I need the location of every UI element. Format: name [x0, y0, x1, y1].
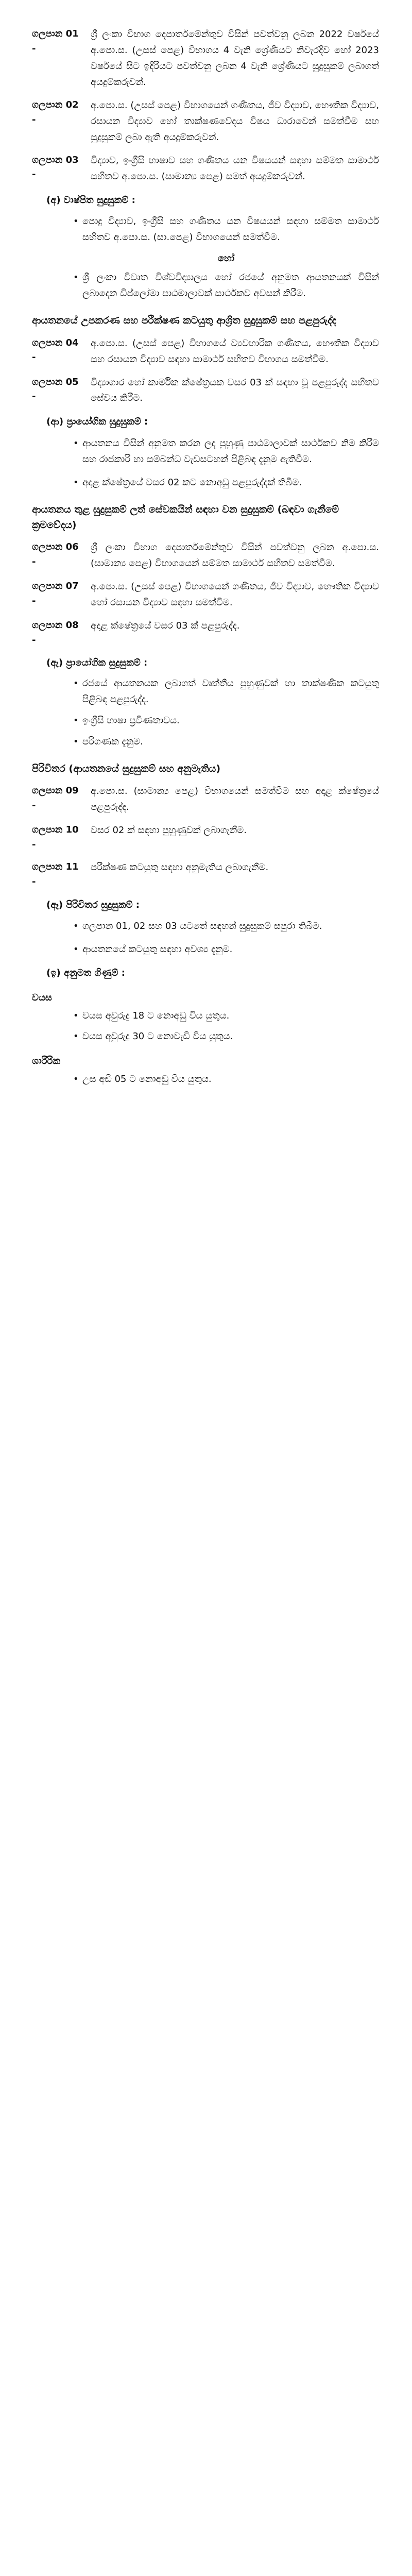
- section-2-item-1-label: ගලපාන 04 -: [32, 337, 79, 363]
- footer-age-item-1: • වයස අවුරුදු 18 ට නොඅඩු විය යුතුය.: [73, 1008, 379, 1024]
- section-3-bullet-1: • ආයතනය විසින් අනුමත කරන ලද පුහුණු පාඨමාලාවක් සාර්ථකව නිම කිරීම සහ රාජකාරි හා සම්බන්ධ වැඩසටහන් පිළිබඳ දැනුම ඇතිවීම.: [73, 436, 379, 468]
- section-6-item-2-label: ගලපාන 10 -: [32, 824, 79, 851]
- footer-label-physical: ශාරීරික: [32, 1055, 61, 1066]
- section-5-bullet-3: • පරිගණක දැනුම.: [73, 734, 379, 750]
- item-3-label: ගලපාන 03 -: [32, 154, 79, 180]
- section-6-item-3: [32, 860, 379, 890]
- footer-heading: (ඉ) අනුමත ගිණුම් :: [46, 968, 126, 979]
- section-2-heading: ආයතනයේ උපකරණ සහ පරීක්ෂණ කටයුතු ආශ්‍රිත සුදුසුකම් සහ පළපුරුද්ද: [32, 315, 336, 327]
- section-4-item-1-label: ගලපාන 06 -: [32, 541, 79, 567]
- section-3-list: [73, 436, 379, 491]
- section-6-item-1: [32, 784, 379, 816]
- item-1-text: ශ්‍රී ලංකා විභාග දෙපාර්තමේන්තුව විසින් පවත්වනු ලබන 2022 වර්ෂයේ අ.පො.ස. (උසස් පෙළ) විභාගය 4 වැනි ශ්‍රේණියට නිවැරදිව හෝ 2023 වර්ෂයේ සිට ඉදිරියට පවත්වනු ලබන 4 වැනි ශ්‍රේණියට සුදුසුකම් ලබාගත් අයදුම්කරුවන්.: [91, 29, 379, 88]
- section-6-heading: පිරිවිතර (ආයතනයේ සුදුසුකම් සහ අනුමැතිය): [32, 762, 221, 774]
- section-7-list: [73, 919, 379, 958]
- section-6-item-1-label: ගලපාන 09 -: [32, 785, 79, 811]
- section-1-or: හෝ: [217, 253, 235, 264]
- footer-physical-item-1: • උස අඩි 05 ට නොඅඩු විය යුතුය.: [73, 1072, 379, 1087]
- item-1-label: ගලපාන 01 -: [32, 28, 79, 54]
- item-2-text: අ.පො.ස. (උසස් පෙළ) විභාගයෙන් ගණිතය, ජීව විද්‍යාව, භෞතික විද්‍යාව, රසායන විද්‍යාව හෝ තාක්ෂණවේදය විෂය ධාරාවෙන් සමත්වීම සහ සුදුසුකම් ලබා ඇති අයදුම්කරුවන්.: [91, 99, 379, 143]
- item-2: [32, 98, 379, 146]
- section-4-item-2: [32, 579, 379, 611]
- section-5-bullet-2: • ඉංග්‍රීසි භාෂා ප්‍රවීණතාවය.: [73, 713, 379, 729]
- section-5-heading: (ඇ) ප්‍රායෝගික සුදුසුකම් :: [46, 657, 148, 669]
- section-4-item-3-text: අදාළ ක්ෂේත්‍රයේ වසර 03 ක් පළපුරුද්ද.: [91, 620, 240, 631]
- section-5-bullet-1: • රජයේ ආයතනයක ලබාගත් වෘත්තීය පුහුණුවක් හා තාක්ෂණික කටයුතු පිළිබඳ පළපුරුද්ද.: [73, 676, 379, 708]
- section-4-item-2-label: ගලපාන 07 -: [32, 580, 79, 606]
- section-1-list: [73, 214, 379, 302]
- section-3-heading: (ආ) ප්‍රායෝගික සුදුසුකම් :: [46, 416, 148, 428]
- section-5-list: [73, 676, 379, 750]
- section-4-item-2-text: අ.පො.ස. (උසස් පෙළ) විභාගයෙන් ගණිතය, ජීව විද්‍යාව, භෞතික විද්‍යාව හෝ රසායන විද්‍යාව සඳහා සමත්වීම.: [91, 581, 379, 608]
- section-4-heading: ආයතනය තුළ සුදුසුකම් ලත් සේවකයින් සඳහා වන සුදුසුකම් (බඳවා ගැනීමේ ක්‍රමවේදය): [32, 504, 339, 531]
- section-6-item-1-text: අ.පො.ස. (සාමාන්‍ය පෙළ) විභාගයෙන් සමත්වීම සහ අදාළ ක්ෂේත්‍රයේ පළපුරුද්ද.: [91, 786, 379, 813]
- document-sheet: [32, 27, 379, 1087]
- section-7-heading: (ඈ) පිරිවිතර සුදුසුකම් :: [46, 899, 140, 910]
- section-6-item-3-label: ගලපාන 11 -: [32, 861, 79, 887]
- section-2-item-2: [32, 375, 379, 407]
- section-6-item-2: [32, 823, 379, 853]
- section-1-bullet-2: • ශ්‍රී ලංකා විවෘත විශ්වවිද්‍යාලය හෝ රජයේ අනුමත ආයතනයක් විසින් ලබාදෙන ඩිප්ලෝමා පාඨමාලාවක් සාර්ථකව අවසන් කිරීම.: [73, 270, 379, 302]
- footer-list-age: [73, 1008, 379, 1044]
- section-1-heading: (අ) වාෂ්පිත සුදුසුකම් :: [46, 194, 135, 206]
- section-6-item-3-text: පරීක්ෂණ කටයුතු සඳහා අනුමැතිය ලබාගැනීම.: [91, 861, 269, 873]
- section-2-item-1: [32, 336, 379, 368]
- section-2-item-2-label: ගලපාන 05 -: [32, 376, 79, 402]
- section-1-bullet-1: • පොදු විද්‍යාව, ඉංග්‍රීසි සහ ගණිතය යන විෂයයන් සඳහා සම්මත සාමාර්ථ සහිතව අ.පො.ස. (සා.පෙළ) විභාගයෙන් සමත්වීම.: [73, 214, 379, 246]
- item-3-text: විද්‍යාව, ඉංග්‍රීසි භාෂාව සහ ගණිතය යන විෂයයන් සඳහා සම්මත සාමාර්ථ සහිතව අ.පො.ස. (සාමාන්‍ය පෙළ) සමත් අයදුම්කරුවන්.: [91, 155, 379, 182]
- item-3: [32, 153, 379, 185]
- footer-list-physical: [73, 1072, 379, 1087]
- section-4-item-3: [32, 618, 379, 648]
- section-3-bullet-2: • අදාළ ක්ෂේත්‍රයේ වසර 02 කට නොඅඩු පළපුරුද්දක් තිබීම.: [73, 475, 379, 491]
- section-4-item-1-text: ශ්‍රී ලංකා විභාග දෙපාර්තමේන්තුව විසින් පවත්වනු ලබන අ.පො.ස. (සාමාන්‍ය පෙළ) විභාගයෙන් සම්මත සාමාර්ථ සහිතව සමත්වීම.: [91, 541, 379, 569]
- footer-label-age: වයස: [32, 992, 52, 1004]
- section-2-item-1-text: අ.පො.ස. (උසස් පෙළ) විභාගයේ ව්‍යවහාරික ගණිතය, භෞතික විද්‍යාව සහ රසායන විද්‍යාව සඳහා සාමාර්ථ සහිතව විභාගය සමත්වීම.: [91, 337, 379, 365]
- section-7-bullet-1: • ගලපාන 01, 02 සහ 03 යටතේ සඳහන් සුදුසුකම් සපුරා තිබීම.: [73, 919, 379, 935]
- section-4-item-3-label: ගලපාන 08 -: [32, 619, 79, 646]
- item-1: [32, 27, 379, 91]
- section-4-item-1: [32, 540, 379, 572]
- footer-age-item-2: • වයස අවුරුදු 30 ට නොවැඩි විය යුතුය.: [73, 1029, 379, 1044]
- item-2-label: ගලපාන 02 -: [32, 99, 79, 125]
- section-6-item-2-text: වසර 02 ක් සඳහා පුහුණුවක් ලබාගැනීම.: [91, 825, 247, 836]
- section-7-bullet-2: • ආයතනයේ කටයුතු සඳහා අවශ්‍ය දැනුම.: [73, 942, 379, 958]
- section-2-item-2-text: විද්‍යාගාර හෝ කාර්මික ක්ෂේත්‍රයක වසර 03 ක් සඳහා වූ පළපුරුද්ද සහිතව සේවය කිරීම.: [91, 377, 379, 404]
